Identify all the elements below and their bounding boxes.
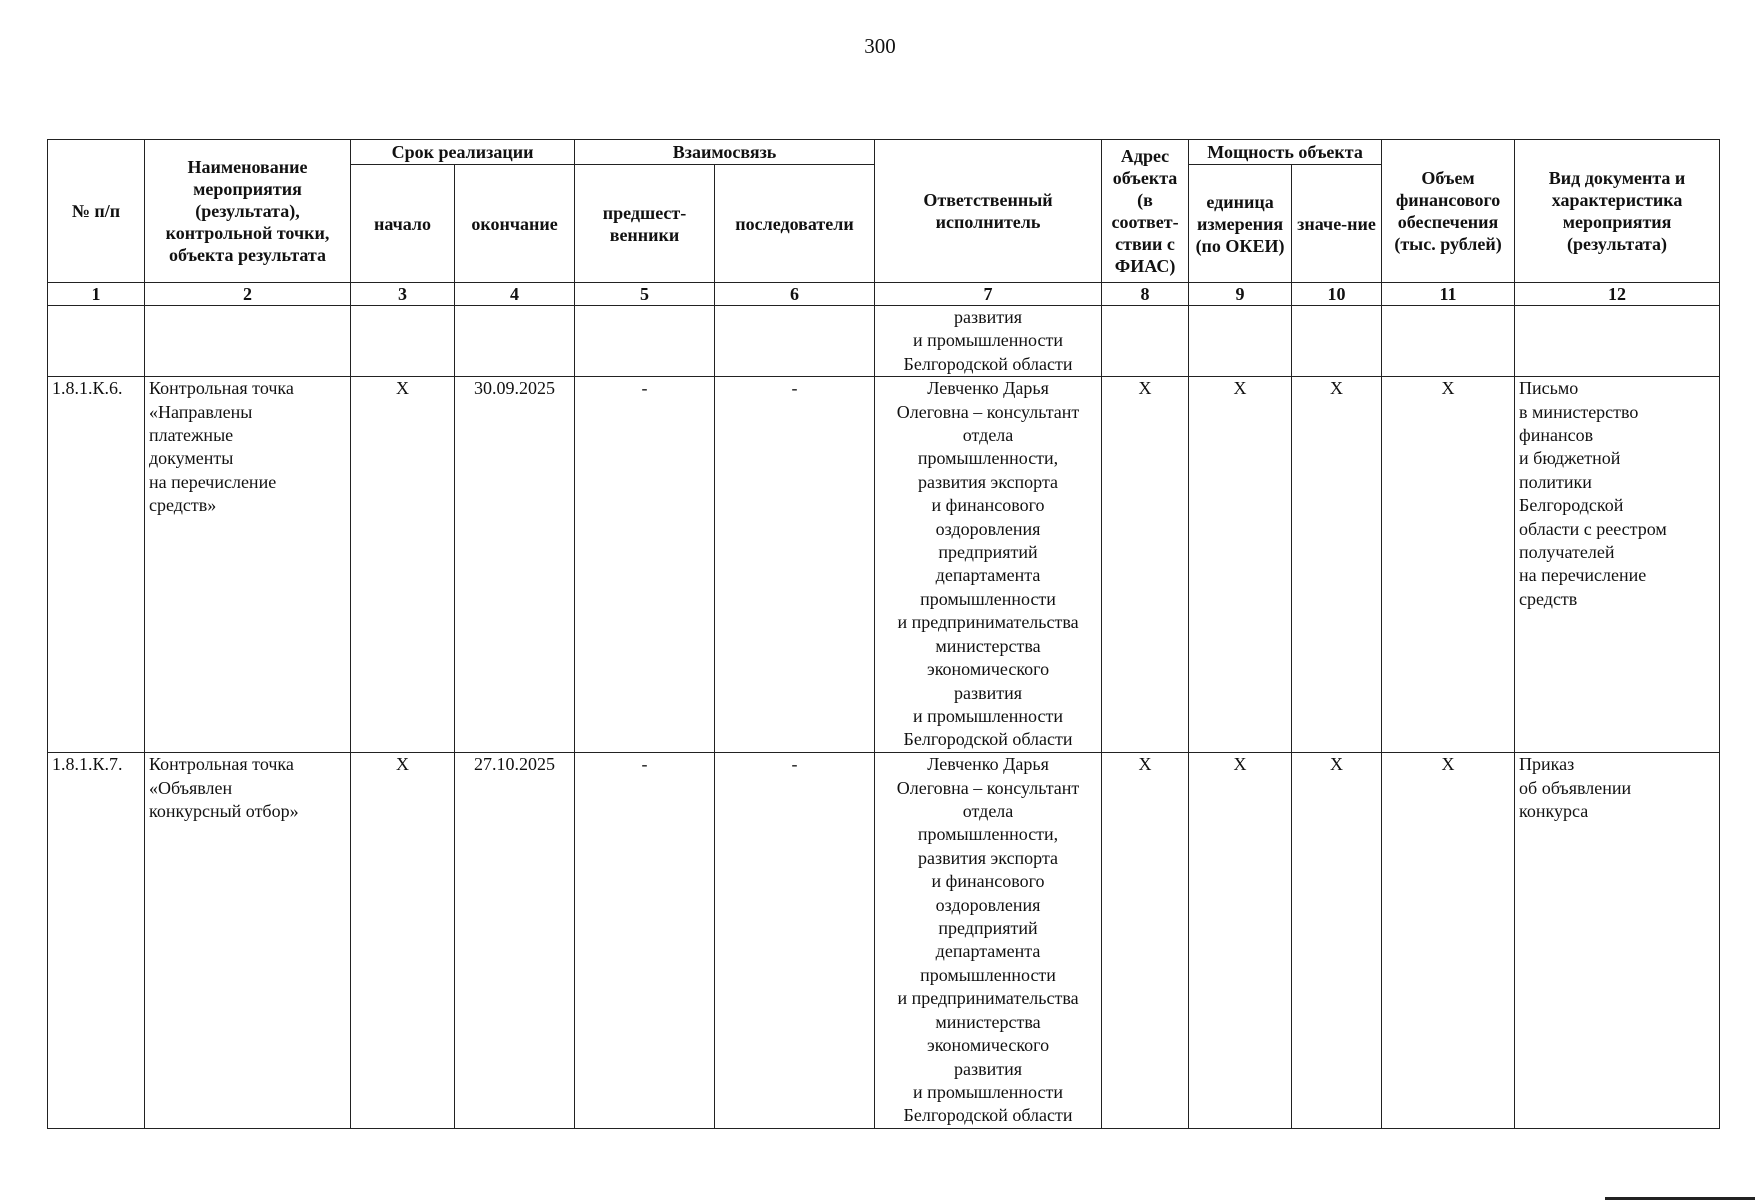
text-line: развития экспорта bbox=[918, 847, 1059, 868]
row-number: 1.8.1.К.7. bbox=[48, 753, 145, 1129]
text-line: Контрольная точка bbox=[149, 378, 294, 399]
col-number: 3 bbox=[351, 283, 455, 306]
cell-empty bbox=[1292, 306, 1382, 377]
text-line: и промышленности bbox=[913, 705, 1063, 726]
continuation-row bbox=[48, 306, 1720, 377]
header-term: Срок реализации bbox=[351, 140, 575, 165]
col-number: 6 bbox=[715, 283, 875, 306]
col-number: 2 bbox=[145, 283, 351, 306]
text-line: Письмо bbox=[1519, 378, 1579, 399]
header-doc: Вид документа и характеристика мероприятия (результата) bbox=[1515, 140, 1720, 283]
col-number: 7 bbox=[875, 283, 1102, 306]
text-line: и промышленности bbox=[913, 1081, 1063, 1102]
text-line: получателей bbox=[1519, 542, 1615, 563]
text-line: на перечисление bbox=[1519, 565, 1647, 586]
end-date-cell: 27.10.2025 bbox=[455, 753, 575, 1129]
header-capacity: Мощность объекта bbox=[1189, 140, 1382, 165]
text-line: в министерство bbox=[1519, 401, 1639, 422]
text-line: средств bbox=[1519, 588, 1578, 609]
text-line: Контрольная точка bbox=[149, 754, 294, 775]
page-number: 300 bbox=[864, 34, 896, 58]
document-cell bbox=[1515, 753, 1720, 1129]
header-predecessors: предшест-венники bbox=[575, 165, 715, 283]
col-number: 5 bbox=[575, 283, 715, 306]
col-number: 10 bbox=[1292, 283, 1382, 306]
row-number: 1.8.1.К.6. bbox=[48, 377, 145, 753]
table-row bbox=[48, 753, 1720, 1129]
col-number: 12 bbox=[1515, 283, 1720, 306]
text-line: и финансового bbox=[931, 495, 1045, 516]
text-line: экономического bbox=[926, 659, 1050, 680]
document-cell bbox=[1515, 377, 1720, 753]
text-line: Левченко Дарья bbox=[927, 754, 1049, 775]
text-line: промышленности, bbox=[917, 824, 1059, 845]
header-value: значе-ние bbox=[1292, 165, 1382, 283]
text-line: конкурсный отбор» bbox=[149, 801, 299, 822]
event-name-cell bbox=[145, 377, 351, 753]
value-cell: X bbox=[1292, 753, 1382, 1129]
text-line: и промышленности bbox=[913, 330, 1063, 351]
text-line: и финансового bbox=[931, 871, 1045, 892]
text-line: платежные bbox=[149, 425, 234, 446]
unit-cell: X bbox=[1189, 377, 1292, 753]
successors-cell: - bbox=[715, 753, 875, 1129]
text-line: и предпринимательства bbox=[897, 612, 1079, 633]
text-line: промышленности bbox=[920, 588, 1056, 609]
text-line: Белгородской области bbox=[903, 1105, 1073, 1126]
cell-empty bbox=[1189, 306, 1292, 377]
text-line: развития bbox=[954, 307, 1023, 327]
text-line: предприятий bbox=[938, 918, 1038, 939]
responsible-cell bbox=[875, 753, 1102, 1129]
col-number: 1 bbox=[48, 283, 145, 306]
text-line: политики bbox=[1519, 471, 1592, 492]
text-line: об объявлении bbox=[1519, 777, 1632, 798]
start-cell: X bbox=[351, 753, 455, 1129]
text-line: «Объявлен bbox=[149, 777, 233, 798]
text-line: промышленности bbox=[920, 964, 1056, 985]
text-line: Приказ bbox=[1519, 754, 1575, 775]
text-line: министерства bbox=[935, 1011, 1041, 1032]
text-line: Белгородской области bbox=[903, 729, 1073, 750]
header-responsible: Ответственный исполнитель bbox=[875, 140, 1102, 283]
text-line: Олеговна – консультант bbox=[896, 777, 1080, 798]
finance-cell: X bbox=[1382, 753, 1515, 1129]
text-line: Белгородской области bbox=[903, 353, 1073, 374]
header-unit: единица измерения (по ОКЕИ) bbox=[1189, 165, 1292, 283]
text-line: промышленности, bbox=[917, 448, 1059, 469]
address-cell: X bbox=[1102, 753, 1189, 1129]
col-number: 8 bbox=[1102, 283, 1189, 306]
predecessors-cell: - bbox=[575, 377, 715, 753]
text-line: департамента bbox=[935, 565, 1041, 586]
text-line: развития bbox=[954, 1058, 1023, 1079]
unit-cell: X bbox=[1189, 753, 1292, 1129]
responsible-cell bbox=[875, 377, 1102, 753]
text-line: и бюджетной bbox=[1519, 448, 1621, 469]
text-line: отдела bbox=[962, 801, 1014, 822]
cell-empty bbox=[145, 306, 351, 377]
col-number: 11 bbox=[1382, 283, 1515, 306]
header-end: окончание bbox=[455, 165, 575, 283]
text-line: предприятий bbox=[938, 542, 1038, 563]
text-line: Белгородской bbox=[1519, 495, 1624, 516]
text-line: оздоровления bbox=[935, 518, 1041, 539]
event-name-cell bbox=[145, 753, 351, 1129]
header-start: начало bbox=[351, 165, 455, 283]
text-line: на перечисление bbox=[149, 471, 277, 492]
text-line: экономического bbox=[926, 1035, 1050, 1056]
text-line: Олеговна – консультант bbox=[896, 401, 1080, 422]
text-line: документы bbox=[149, 448, 234, 469]
text-line: развития bbox=[954, 682, 1023, 703]
text-line: средств» bbox=[149, 495, 217, 516]
cell-empty bbox=[715, 306, 875, 377]
text-line: конкурса bbox=[1519, 801, 1589, 822]
cell-empty bbox=[575, 306, 715, 377]
text-line: департамента bbox=[935, 941, 1041, 962]
text-line: оздоровления bbox=[935, 894, 1041, 915]
header-name: Наименование мероприятия (результата), контрольной точки, объекта результата bbox=[145, 140, 351, 283]
address-cell: X bbox=[1102, 377, 1189, 753]
start-cell: X bbox=[351, 377, 455, 753]
header-successors: последователи bbox=[715, 165, 875, 283]
successors-cell: - bbox=[715, 377, 875, 753]
header-relation: Взаимосвязь bbox=[575, 140, 875, 165]
cell-empty bbox=[351, 306, 455, 377]
text-line: развития экспорта bbox=[918, 471, 1059, 492]
col-number: 4 bbox=[455, 283, 575, 306]
end-date-cell: 30.09.2025 bbox=[455, 377, 575, 753]
finance-cell: X bbox=[1382, 377, 1515, 753]
text-line: области с реестром bbox=[1519, 518, 1667, 539]
text-line: и предпринимательства bbox=[897, 988, 1079, 1009]
cell-empty bbox=[48, 306, 145, 377]
text-line: министерства bbox=[935, 635, 1041, 656]
responsible-cell bbox=[875, 306, 1102, 377]
predecessors-cell: - bbox=[575, 753, 715, 1129]
header-no: № п/п bbox=[48, 140, 145, 283]
text-line: Левченко Дарья bbox=[927, 378, 1049, 399]
header-finance: Объем финансового обеспечения (тыс. рублей) bbox=[1382, 140, 1515, 283]
text-line: «Направлены bbox=[149, 401, 253, 422]
cell-empty bbox=[1102, 306, 1189, 377]
text-line: финансов bbox=[1519, 425, 1594, 446]
plan-table bbox=[47, 139, 1720, 1129]
col-number: 9 bbox=[1189, 283, 1292, 306]
cell-empty bbox=[1515, 306, 1720, 377]
cell-empty bbox=[455, 306, 575, 377]
value-cell: X bbox=[1292, 377, 1382, 753]
text-line: отдела bbox=[962, 425, 1014, 446]
header-address: Адрес объекта (в соответ-ствии с ФИАС) bbox=[1102, 140, 1189, 283]
table-row bbox=[48, 377, 1720, 753]
cell-empty bbox=[1382, 306, 1515, 377]
